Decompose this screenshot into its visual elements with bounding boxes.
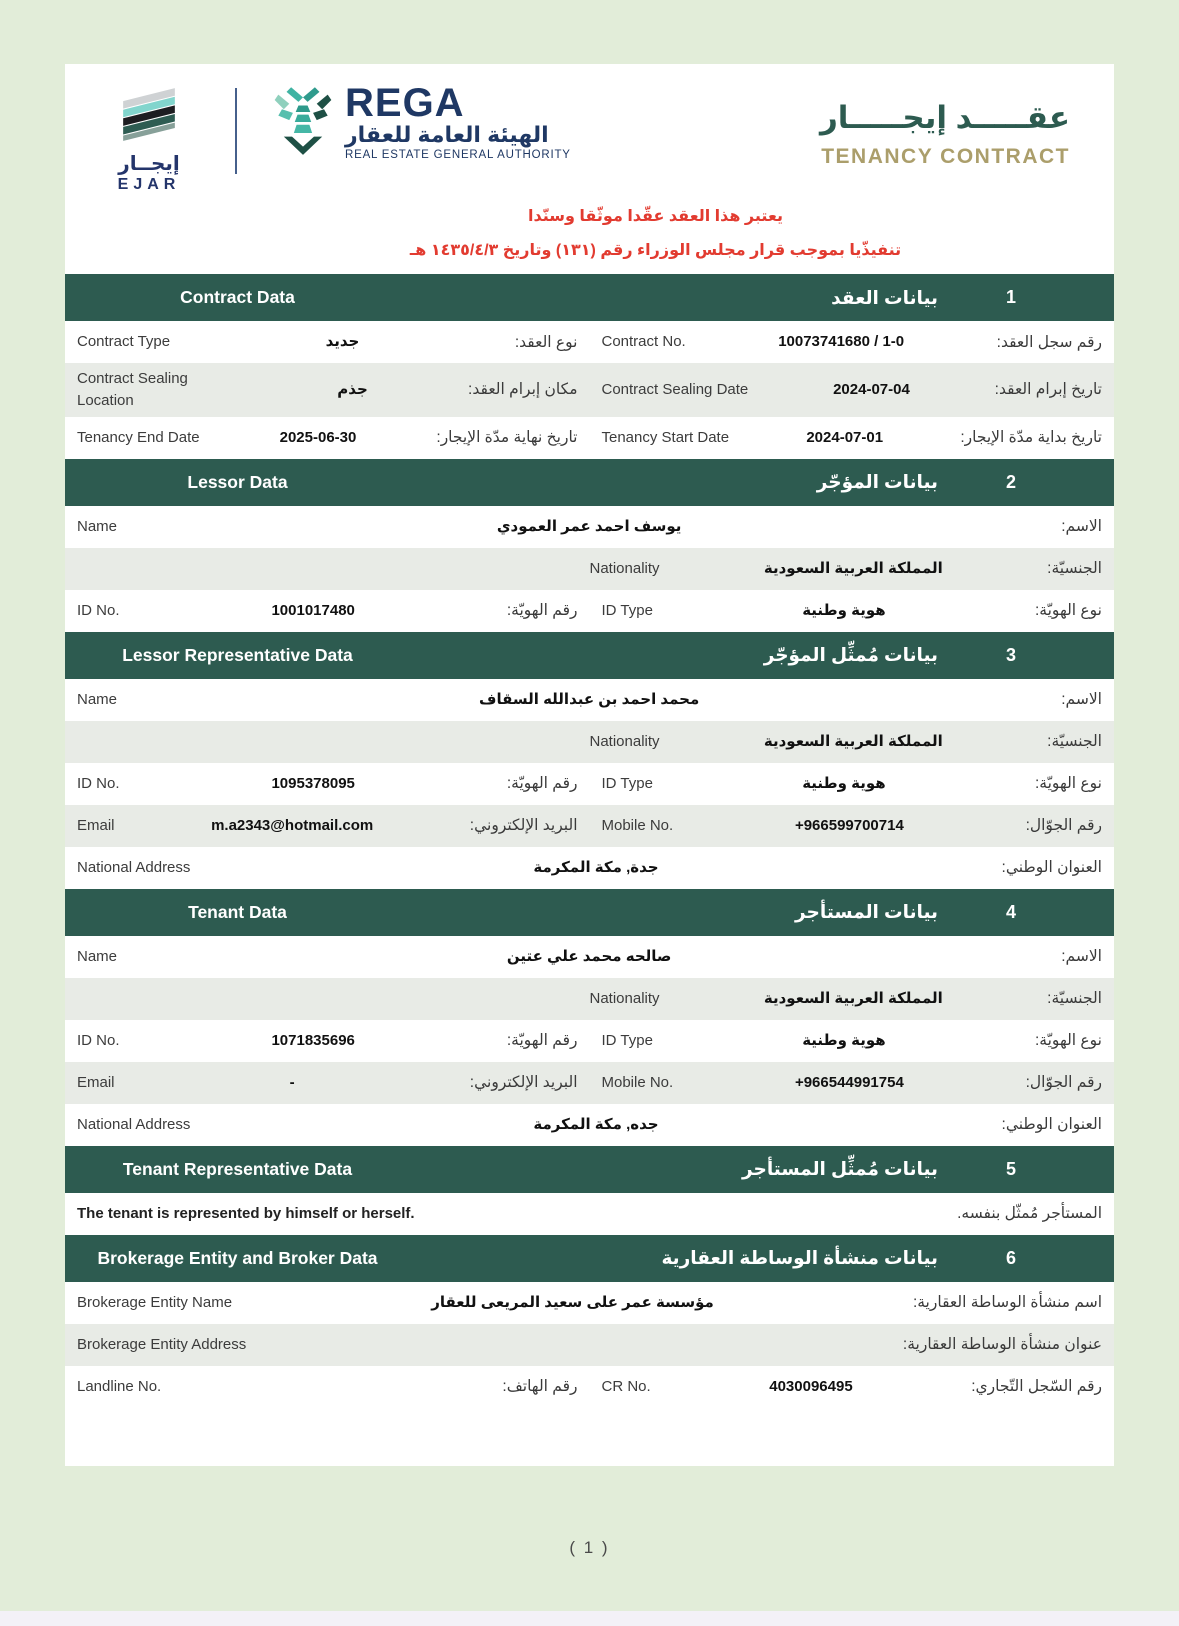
field-label-ar: العنوان الوطني:: [1001, 859, 1102, 876]
field-label-en: Name: [77, 947, 118, 965]
field-value-text: هوية وطنية: [802, 774, 886, 792]
field-label-ar: مكان إبرام العقد:: [468, 381, 578, 399]
logos-group: [89, 80, 571, 198]
field-name-value: [117, 515, 1061, 538]
section-1: [65, 274, 1114, 459]
section-title-arabic: بيانات العقد: [831, 286, 938, 308]
field-label-en: Contract Type: [77, 333, 171, 351]
field-label-en: ID Type: [601, 1031, 653, 1049]
field-brokerage-entity-address-value: [246, 1333, 903, 1356]
field-the-tenant-is-represented-by-himself-or-herself-value: [415, 1202, 957, 1225]
table-row: [65, 1282, 1114, 1324]
section-5: [65, 1146, 1114, 1235]
field-label-en: Tenancy End Date: [77, 428, 200, 446]
field-mobile-no-value: [673, 1071, 1025, 1094]
field-id-no-value: [120, 599, 507, 622]
field-label-en: Name: [77, 517, 118, 535]
section-number: 6: [1005, 1247, 1016, 1268]
field-contract-sealing-location: [65, 368, 590, 412]
field-national-address-value: [190, 856, 1001, 879]
field-id-type: [590, 1029, 1115, 1052]
field-value-text: المملكة العربية السعودية: [763, 559, 943, 577]
field-brokerage-entity-address: [65, 1333, 1114, 1356]
section-number: 1: [1005, 287, 1016, 307]
field-cr-no: [590, 1375, 1115, 1398]
field-label-ar: الجنسيّة:: [1047, 733, 1102, 750]
section-title-english: Tenant Data: [188, 901, 287, 922]
field-value-text: 1071835696: [271, 1031, 355, 1049]
field-mobile-no: [590, 814, 1115, 837]
field-mobile-no-value: [673, 814, 1025, 837]
field-label-en: Name: [77, 690, 118, 708]
section-title-english: Lessor Data: [187, 471, 288, 492]
ejar-logo: [89, 80, 209, 194]
field-nationality-value: [660, 557, 1048, 580]
field-email: [65, 1071, 590, 1094]
title-arabic: عقـــــد إيجـــــار: [819, 100, 1070, 135]
table-row: [65, 1020, 1114, 1062]
field-label-ar: الجنسيّة:: [1047, 560, 1102, 577]
field-label-en: The tenant is represented by himself or herself.: [77, 1204, 415, 1222]
section-title-english: Contract Data: [180, 287, 295, 307]
field-value-text: +966599700714: [794, 816, 904, 834]
field-label-ar: اسم منشأة الوساطة العقارية:: [912, 1294, 1102, 1311]
field-value-text: هوية وطنية: [802, 1031, 886, 1049]
field-label-ar: رقم الهويّة:: [506, 602, 578, 619]
table-row: [65, 506, 1114, 548]
field-id-type: [590, 599, 1115, 622]
field-value-text: 2024-07-04: [833, 381, 910, 399]
field-nationality: [578, 987, 1115, 1010]
field-the-tenant-is-represented-by-himself-or-herself: [65, 1202, 1114, 1225]
field-label-ar: رقم السّجل التّجاري:: [971, 1378, 1102, 1395]
field-label-ar: نوع العقد:: [514, 333, 578, 351]
table-row: [65, 363, 1114, 417]
field-label-en: Tenancy Start Date: [601, 428, 730, 446]
field-label-en: Email: [77, 816, 115, 834]
field-label-en: ID Type: [601, 601, 653, 619]
field-value-text: 4030096495: [769, 1377, 853, 1395]
field-label-ar: البريد الإلكتروني:: [469, 1074, 578, 1091]
field-national-address: [65, 1113, 1114, 1136]
field-value-text: هوية وطنية: [802, 601, 886, 619]
field-email-value: [115, 814, 470, 837]
legal-notice-line1: يعتبر هذا العقد عقّدا موثّقا وسنّدا: [528, 208, 783, 225]
section-number: 5: [1005, 1158, 1016, 1179]
field-contract-no: [590, 330, 1115, 353]
field-label-ar: رقم سجل العقد:: [996, 333, 1102, 351]
field-label-ar: نوع الهويّة:: [1035, 602, 1102, 619]
field-label-en: Nationality: [589, 989, 660, 1007]
table-row: [65, 417, 1114, 459]
table-row: [65, 1104, 1114, 1146]
section-5-header: [65, 1146, 1114, 1193]
section-6: [65, 1235, 1114, 1408]
field-value-text: m.a2343@hotmail.com: [211, 816, 374, 834]
field-tenancy-end-date-value: [200, 426, 437, 449]
field-label-ar: العنوان الوطني:: [1001, 1116, 1102, 1133]
field-id-type-value: [653, 1029, 1035, 1052]
rega-english-name: REAL ESTATE GENERAL AUTHORITY: [345, 149, 571, 161]
field-value-text: 2024-07-01: [806, 428, 884, 446]
field-label-en: ID Type: [601, 774, 653, 792]
field-label-en: CR No.: [601, 1377, 651, 1395]
field-name: [65, 515, 1114, 538]
section-1-header: [65, 274, 1114, 321]
table-row: [65, 1062, 1114, 1104]
field-tenancy-start-date: [590, 426, 1115, 449]
legal-notice: [65, 200, 1114, 274]
field-value-text: 1001017480: [271, 601, 355, 619]
field-label-ar: البريد الإلكتروني:: [469, 817, 578, 834]
field-label-ar: الاسم:: [1061, 518, 1102, 535]
field-label-en: Contract Sealing Location: [77, 370, 188, 409]
field-label-ar: رقم الهويّة:: [506, 1032, 578, 1049]
field-label-en: Nationality: [589, 732, 660, 750]
ejar-logo-arabic: إيجــار: [118, 153, 180, 175]
field-value-text: يوسف احمد عمر العمودي: [496, 517, 682, 535]
field-label-en: Brokerage Entity Name: [77, 1293, 233, 1311]
field-label-ar: نوع الهويّة:: [1035, 1032, 1102, 1049]
field-value-text: مؤسسة عمر على سعيد المريعى للعقار: [431, 1293, 714, 1311]
rega-logo-text: [345, 81, 571, 161]
field-nationality: [578, 730, 1115, 753]
table-row: [65, 1193, 1114, 1235]
field-id-no: [65, 772, 590, 795]
field-label-ar: تاريخ إبرام العقد:: [994, 381, 1102, 399]
field-brokerage-entity-name-value: [232, 1291, 913, 1314]
field-label-en: ID No.: [77, 774, 120, 792]
field-contract-type: [65, 330, 590, 353]
field-brokerage-entity-name: [65, 1291, 1114, 1314]
field-value-text: المملكة العربية السعودية: [763, 989, 943, 1007]
field-name-value: [117, 945, 1061, 968]
field-tenancy-end-date: [65, 426, 590, 449]
sections: [65, 274, 1114, 1408]
field-label-en: Landline No.: [77, 1377, 162, 1395]
section-6-header: [65, 1235, 1114, 1282]
field-value-text: صالحه محمد علي عتين: [506, 947, 672, 965]
field-mobile-no: [590, 1071, 1115, 1094]
field-national-address: [65, 856, 1114, 879]
field-name: [65, 688, 1114, 711]
field-label-en: ID No.: [77, 1031, 120, 1049]
field-label-ar: نوع الهويّة:: [1035, 775, 1102, 792]
section-title-english: Tenant Representative Data: [122, 1158, 353, 1179]
document-header: [65, 64, 1114, 198]
field-label-ar: عنوان منشأة الوساطة العقارية:: [902, 1336, 1102, 1353]
field-id-type: [590, 772, 1115, 795]
next-page-edge: [0, 1611, 1179, 1626]
section-title-arabic: بيانات مُمثِّل المستأجر: [742, 1158, 938, 1179]
contract-document: [65, 64, 1114, 1466]
table-row: [65, 1324, 1114, 1366]
field-label-ar: المستأجر مُمثّل بنفسه.: [957, 1205, 1102, 1222]
field-label-en: Contract Sealing Date: [601, 380, 749, 398]
section-2-header: [65, 459, 1114, 506]
table-row: [65, 679, 1114, 721]
field-value-text: جذم: [337, 381, 368, 399]
field-contract-sealing-location-value: [237, 378, 468, 401]
section-number: 4: [1005, 901, 1016, 922]
field-nationality-value: [660, 730, 1048, 753]
field-label-en: Mobile No.: [601, 1073, 674, 1091]
field-contract-type-value: [170, 330, 515, 353]
field-value-text: 1095378095: [271, 774, 355, 792]
section-title-arabic: بيانات مُمثِّل المؤجّر: [763, 644, 938, 665]
field-label-ar: تاريخ بداية مدّة الإيجار:: [960, 429, 1102, 446]
rega-arabic-name: الهيئة العامة للعقار: [345, 122, 549, 147]
field-label-ar: الجنسيّة:: [1047, 990, 1102, 1007]
field-label-en: National Address: [77, 858, 191, 876]
section-title-english: Lessor Representative Data: [122, 644, 353, 665]
field-id-no-value: [120, 1029, 507, 1052]
title-english: TENANCY CONTRACT: [821, 145, 1070, 168]
section-4: [65, 889, 1114, 1146]
field-id-type-value: [653, 599, 1035, 622]
field-value-text: المملكة العربية السعودية: [763, 732, 943, 750]
table-row: [65, 978, 1114, 1020]
field-contract-sealing-date: [590, 378, 1115, 401]
field-tenancy-start-date-value: [729, 426, 960, 449]
field-value-text: جدة, مكة المكرمة: [533, 858, 659, 876]
document-title: [820, 80, 1114, 198]
section-title-arabic: بيانات المؤجّر: [816, 471, 938, 492]
field-label-en: National Address: [77, 1115, 191, 1133]
section-title-arabic: بيانات المستأجر: [795, 901, 938, 922]
field-value-text: 2025-06-30: [279, 428, 357, 446]
field-label-en: Mobile No.: [601, 816, 674, 834]
logo-divider: [235, 88, 237, 174]
field-value-text: جده, مكة المكرمة: [533, 1115, 659, 1133]
field-label-ar: رقم الهويّة:: [506, 775, 578, 792]
field-email: [65, 814, 590, 837]
field-id-no: [65, 599, 590, 622]
field-label-ar: تاريخ نهاية مدّة الإيجار:: [436, 429, 578, 446]
field-value-text: محمد احمد بن عبدالله السقاف: [479, 690, 700, 708]
rega-logo: [271, 80, 571, 165]
rega-name: REGA: [345, 81, 465, 125]
section-3-header: [65, 632, 1114, 679]
section-title-arabic: بيانات منشأة الوساطة العقارية: [661, 1247, 938, 1268]
field-email-value: [115, 1071, 470, 1094]
section-2: [65, 459, 1114, 632]
table-row: [65, 548, 1114, 590]
field-landline-no: [65, 1375, 590, 1398]
field-name: [65, 945, 1114, 968]
table-row: [65, 321, 1114, 363]
field-label-ar: رقم الجوّال:: [1025, 1074, 1102, 1091]
field-label-ar: الاسم:: [1061, 948, 1102, 965]
field-label-en: ID No.: [77, 601, 120, 619]
field-value-text: 10073741680 / 1-0: [778, 333, 905, 351]
section-4-header: [65, 889, 1114, 936]
table-row: [65, 936, 1114, 978]
field-label-ar: رقم الجوّال:: [1025, 817, 1102, 834]
ejar-logo-latin: EJAR: [117, 176, 181, 193]
field-label-ar: الاسم:: [1061, 691, 1102, 708]
section-3: [65, 632, 1114, 889]
field-value-text: -: [289, 1073, 295, 1091]
field-nationality-value: [660, 987, 1048, 1010]
table-row: [65, 721, 1114, 763]
field-label-ar: رقم الهاتف:: [502, 1378, 578, 1395]
section-number: 2: [1005, 471, 1016, 492]
section-number: 3: [1005, 644, 1016, 665]
field-cr-no-value: [651, 1375, 972, 1398]
table-row: [65, 590, 1114, 632]
field-id-no-value: [120, 772, 507, 795]
legal-notice-line2: تنفيذّيا بموجب قرار مجلس الوزراء رقم (١٣١) وتاريخ ١٤٣٥/٤/٣ هـ: [409, 242, 902, 259]
field-id-type-value: [653, 772, 1035, 795]
field-landline-no-value: [161, 1375, 502, 1398]
field-label-en: Brokerage Entity Address: [77, 1335, 247, 1353]
rega-palm-icon: [271, 84, 335, 165]
field-label-en: Contract No.: [601, 333, 686, 351]
field-name-value: [117, 688, 1061, 711]
table-row: [65, 805, 1114, 847]
field-contract-no-value: [686, 330, 997, 353]
field-id-no: [65, 1029, 590, 1052]
field-label-en: Nationality: [589, 559, 660, 577]
table-row: [65, 763, 1114, 805]
table-row: [65, 1366, 1114, 1408]
field-nationality: [578, 557, 1115, 580]
field-contract-sealing-date-value: [748, 378, 994, 401]
field-value-text: +966544991754: [794, 1073, 904, 1091]
table-row: [65, 847, 1114, 889]
field-value-text: جديد: [325, 333, 360, 351]
field-national-address-value: [190, 1113, 1001, 1136]
page-number: ( 1 ): [569, 1538, 610, 1557]
section-title-english: Brokerage Entity and Broker Data: [97, 1247, 378, 1268]
field-label-en: Email: [77, 1073, 115, 1091]
ejar-stripes-icon: [116, 129, 182, 146]
